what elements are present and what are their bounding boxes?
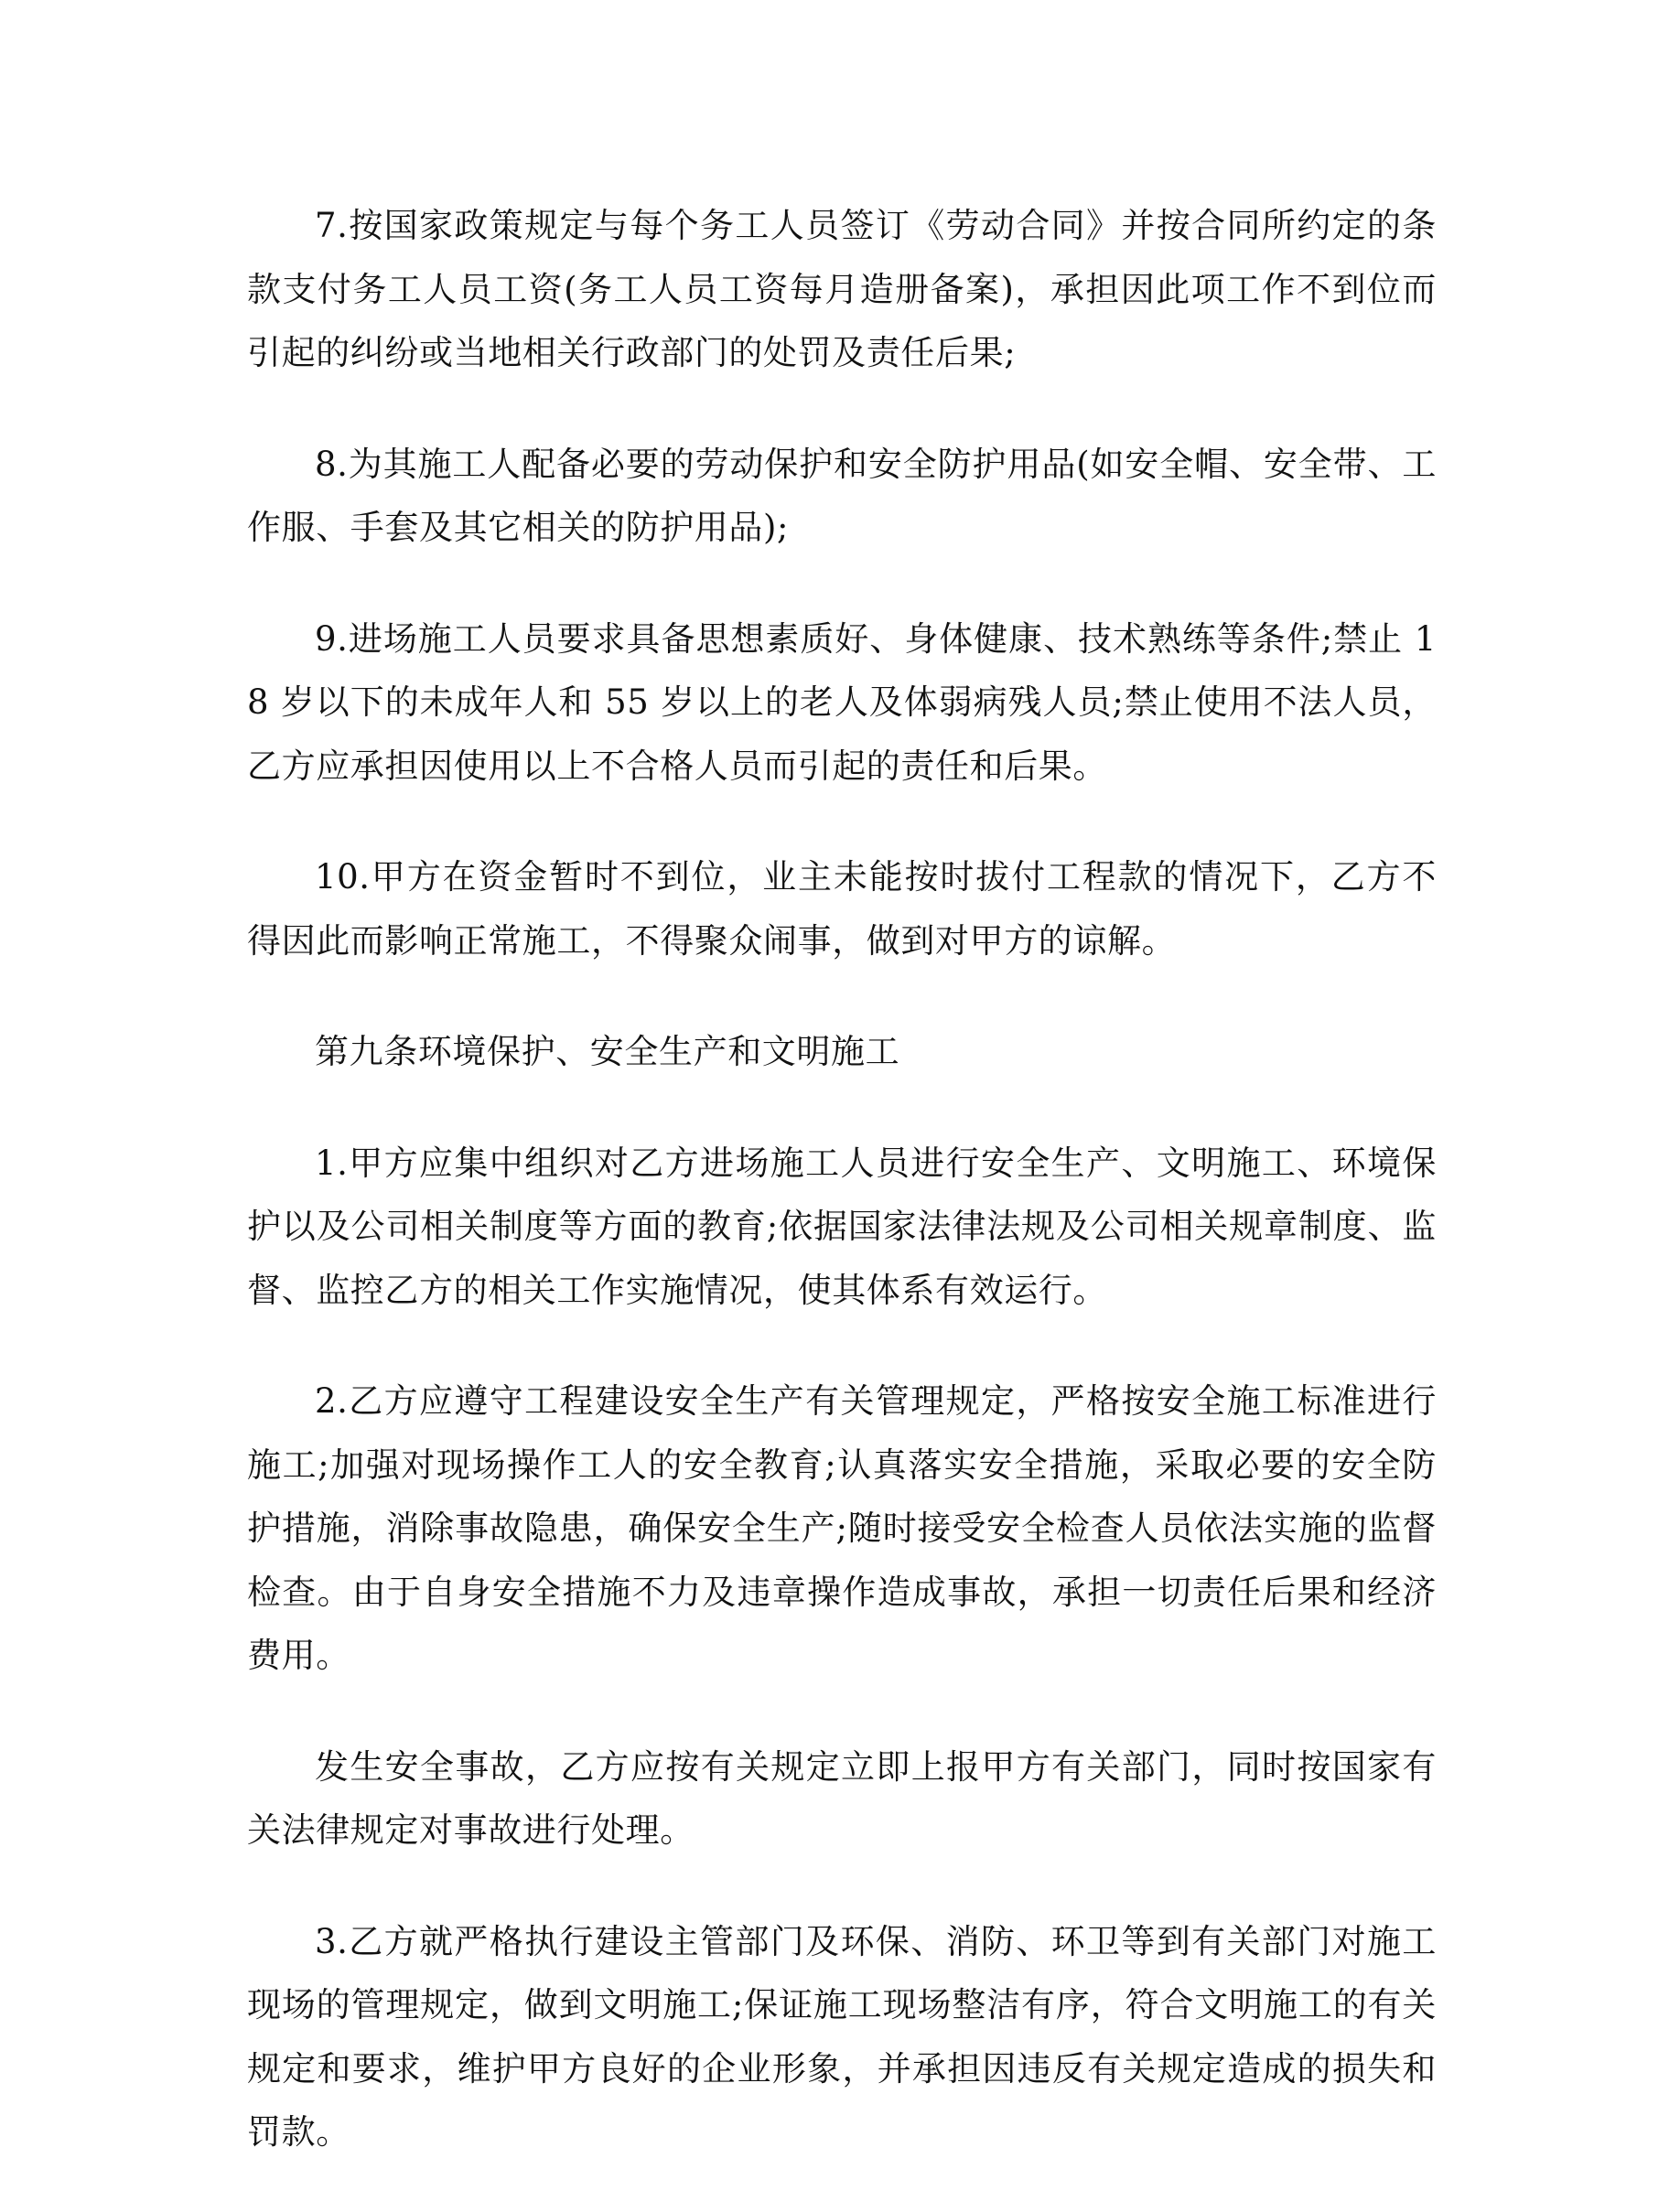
article-9-clause-1-paragraph: 1.甲方应集中组织对乙方进场施工人员进行安全生产、文明施工、环境保护以及公司相关制度等方面的教育;依据国家法律法规及公司相关规章制度、监督、监控乙方的相关工作实施情况，使其体系有效运行。 xyxy=(247,1143,1437,1310)
article-9-clause-2-paragraph: 2.乙方应遵守工程建设安全生产有关管理规定，严格按安全施工标准进行施工;加强对现场操作工人的安全教育;认真落实安全措施，采取必要的安全防护措施，消除事故隐患，确保安全生产;随时接受安全检查人员依法实施的监督检查。由于自身安全措施不力及违章操作造成事故，承担一切责任后果和经济费用。 xyxy=(247,1381,1437,1675)
article-9-heading: 第九条环境保护、安全生产和文明施工 xyxy=(315,1032,900,1071)
document-body xyxy=(247,194,1437,2212)
clause-8-paragraph: 8.为其施工人配备必要的劳动保护和安全防护用品(如安全帽、安全带、工作服、手套及其它相关的防护用品); xyxy=(247,444,1437,547)
clause-10-paragraph: 10.甲方在资金暂时不到位，业主未能按时拔付工程款的情况下，乙方不得因此而影响正常施工，不得聚众闹事，做到对甲方的谅解。 xyxy=(247,857,1437,961)
clause-9-paragraph: 9.进场施工人员要求具备思想素质好、身体健康、技术熟练等条件;禁止 18 岁以下的未成年人和 55 岁以上的老人及体弱病残人员;禁止使用不法人员，乙方应承担因使用以上不合格人员而引起的责任和后果。 xyxy=(247,618,1437,786)
clause-7-paragraph: 7.按国家政策规定与每个务工人员签订《劳动合同》并按合同所约定的条款支付务工人员工资(务工人员工资每月造册备案)，承担因此项工作不到位而引起的纠纷或当地相关行政部门的处罚及责任后果; xyxy=(247,206,1437,372)
article-9-clause-3-paragraph: 3.乙方就严格执行建设主管部门及环保、消防、环卫等到有关部门对施工现场的管理规定，做到文明施工;保证施工现场整洁有序，符合文明施工的有关规定和要求，维护甲方良好的企业形象，并承担因违反有关规定造成的损失和罚款。 xyxy=(247,1921,1437,2152)
accident-report-paragraph: 发生安全事故，乙方应按有关规定立即上报甲方有关部门，同时按国家有关法律规定对事故进行处理。 xyxy=(247,1746,1437,1850)
